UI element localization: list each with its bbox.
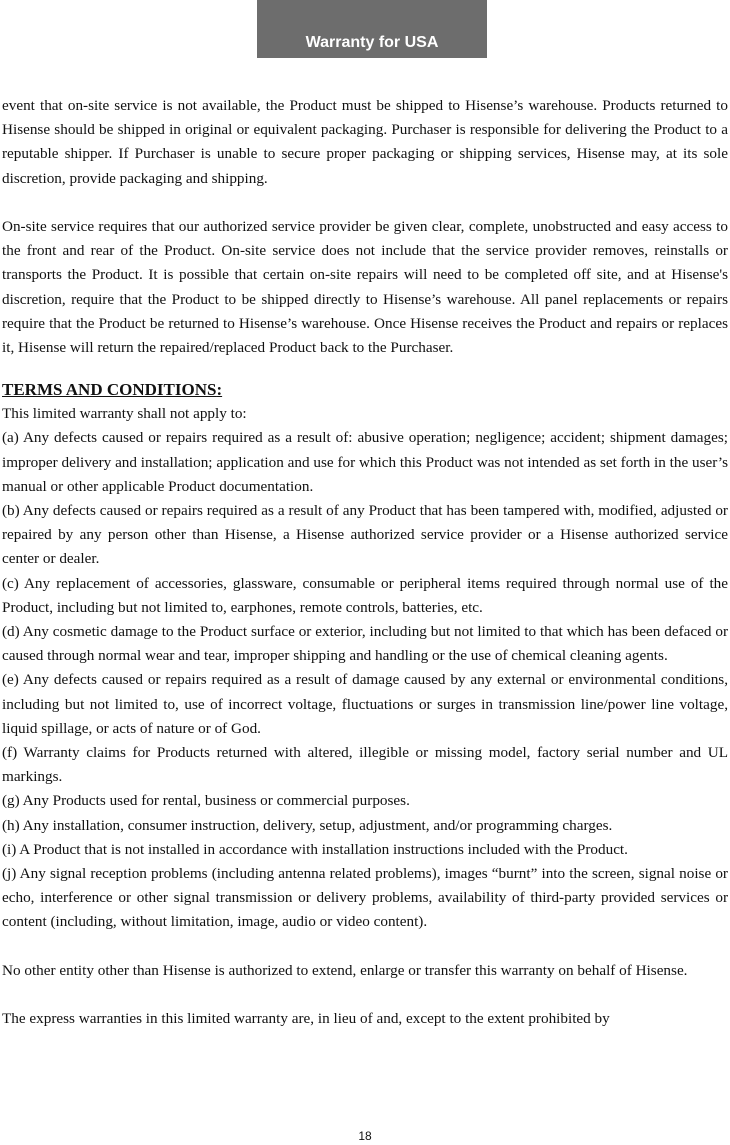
terms-heading-colon: :	[216, 380, 223, 400]
terms-item-h: (h) Any installation, consumer instruction, delivery, setup, adjustment, and/or programming charges.	[2, 816, 613, 834]
terms-heading-text: TERMS AND CONDITIONS	[2, 380, 217, 400]
terms-item-c: (c) Any replacement of accessories, glassware, consumable or peripheral items required through normal use of the Product, including but not limited to, earphones, remote controls, batteries, etc.	[2, 574, 728, 616]
document-body	[2, 94, 728, 1031]
terms-item-d: (d) Any cosmetic damage to the Product surface or exterior, including but not limited to that which has been defaced or caused through normal wear and tear, improper shipping and handling or the use of chemical cleaning agents.	[2, 623, 728, 665]
paragraph-spacer	[2, 191, 728, 215]
section-header-tab	[257, 0, 487, 58]
terms-item-j: (j) Any signal reception problems (including antenna related problems), images “burnt” into the screen, signal noise or echo, interference or other signal transmission or delivery problems, availability of third-party provided services or content (including, without limitation, image, audio or video content).	[2, 865, 728, 931]
terms-heading	[2, 378, 728, 402]
closing-paragraph-1: No other entity other than Hisense is authorized to extend, enlarge or transfer this warranty on behalf of Hisense.	[2, 961, 688, 979]
terms-lead: This limited warranty shall not apply to:	[2, 405, 247, 423]
intro-paragraph-2: On-site service requires that our authorized service provider be given clear, complete, unobstructed and easy access to the front and rear of the Product. On-site service does not include that the service provider removes, reinstalls or transports the Product. It is possible that certain on-site repairs will need to be completed off site, and at Hisense's discretion, require that the Product to be shipped directly to Hisense’s warehouse. All panel replacements or repairs require that the Product be returned to Hisense’s warehouse. Once Hisense receives the Product and repairs or replaces it, Hisense will return the repaired/replaced Product back to the Purchaser.	[2, 218, 728, 357]
terms-item-b: (b) Any defects caused or repairs required as a result of any Product that has been tampered with, modified, adjusted or repaired by any person other than Hisense, a Hisense authorized service provider or a Hisense authorized service center or dealer.	[2, 502, 728, 568]
terms-section	[2, 378, 728, 934]
terms-item-g: (g) Any Products used for rental, business or commercial purposes.	[2, 792, 410, 810]
section-header-label: Warranty for USA	[305, 34, 439, 51]
terms-item-f: (f) Warranty claims for Products returned with altered, illegible or missing model, factory serial number and UL markings.	[2, 744, 728, 786]
paragraph-spacer	[2, 360, 728, 378]
paragraph-spacer	[2, 983, 728, 1007]
terms-item-e: (e) Any defects caused or repairs required as a result of damage caused by any external or environmental conditions, including but not limited to, use of incorrect voltage, fluctuations or surges in transmission line/power line voltage, liquid spillage, or acts of nature or of God.	[2, 671, 728, 737]
closing-paragraph-2: The express warranties in this limited warranty are, in lieu of and, except to the extent prohibited by	[2, 1010, 610, 1028]
terms-item-a: (a) Any defects caused or repairs required as a result of: abusive operation; negligence; accident; shipment damages; improper delivery and installation; application and use for which this Product was not intended as set forth in the user’s manual or other applicable Product documentation.	[2, 429, 728, 495]
intro-paragraph-1: event that on-site service is not available, the Product must be shipped to Hisense’s warehouse. Products returned to Hisense should be shipped in original or equivalent packaging. Purchaser is responsible for delivering the Product to a reputable shipper. If Purchaser is unable to secure proper packaging or shipping services, Hisense may, at its sole discretion, provide packaging and shipping.	[2, 97, 728, 187]
terms-item-i: (i) A Product that is not installed in accordance with installation instructions included with the Product.	[2, 840, 628, 858]
paragraph-spacer	[2, 935, 728, 959]
page-number: 18	[358, 1129, 372, 1143]
